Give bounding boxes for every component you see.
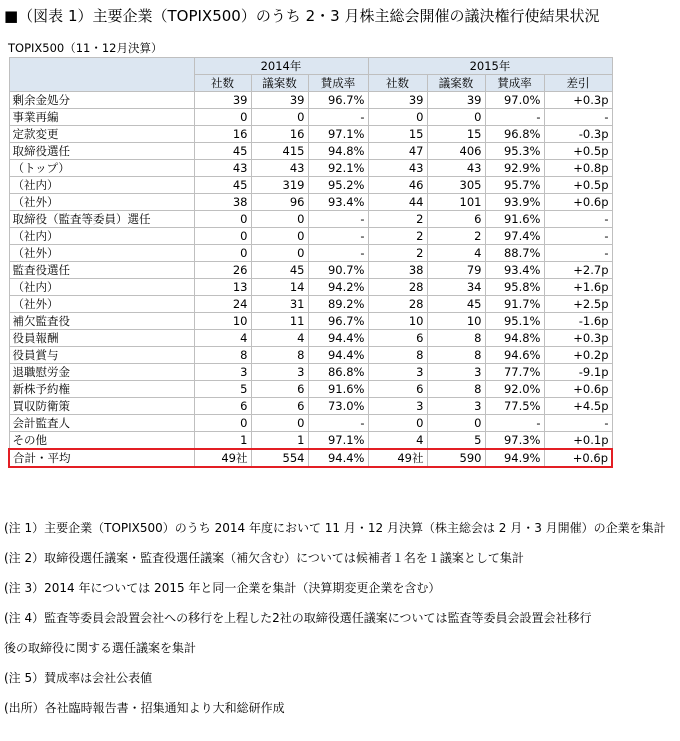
table-cell: 44: [368, 194, 427, 211]
table-row: [9, 415, 612, 432]
table-cell: 0: [368, 109, 427, 126]
table-cell: +2.5p: [544, 296, 612, 313]
table-cell: 95.1%: [485, 313, 544, 330]
table-cell: 34: [427, 279, 485, 296]
table-cell: 8: [194, 347, 251, 364]
table-cell: 5: [427, 432, 485, 450]
table-cell: 92.1%: [308, 160, 368, 177]
table-cell: -: [544, 109, 612, 126]
table-cell: 45: [427, 296, 485, 313]
table-cell: 101: [427, 194, 485, 211]
table-cell: -: [544, 415, 612, 432]
table-cell: 97.3%: [485, 432, 544, 450]
table-cell: 28: [368, 279, 427, 296]
table-row: [9, 279, 612, 296]
row-label: 買収防衛策: [9, 398, 194, 415]
table-cell: 94.8%: [308, 143, 368, 160]
table-cell: 16: [194, 126, 251, 143]
col-header: 差引: [544, 75, 612, 92]
table-cell: 5: [194, 381, 251, 398]
row-label: 監査役選任: [9, 262, 194, 279]
table-cell: 43: [251, 160, 308, 177]
table-cell: 0: [251, 211, 308, 228]
note-3: (注 3）2014 年については 2015 年と同一企業を集計（決算期変更企業を含む）: [4, 581, 441, 595]
table-cell: -: [544, 211, 612, 228]
table-cell: 4: [427, 245, 485, 262]
table-cell: 46: [368, 177, 427, 194]
table-cell: 11: [251, 313, 308, 330]
row-label: 新株予約権: [9, 381, 194, 398]
table-cell: 2: [368, 228, 427, 245]
table-cell: 6: [194, 398, 251, 415]
table-cell: 39: [251, 92, 308, 109]
table-cell: 93.9%: [485, 194, 544, 211]
total-row: [9, 449, 612, 467]
table-cell: 39: [194, 92, 251, 109]
col-header: 議案数: [427, 75, 485, 92]
row-label: 事業再編: [9, 109, 194, 126]
table-cell: 97.1%: [308, 432, 368, 450]
table-row: [9, 398, 612, 415]
table-cell: 89.2%: [308, 296, 368, 313]
table-cell: 6: [251, 381, 308, 398]
row-label: 役員報酬: [9, 330, 194, 347]
table-cell: 2: [427, 228, 485, 245]
note-5: (注 5）賛成率は会社公表値: [4, 671, 153, 685]
table-cell: 3: [194, 364, 251, 381]
table-cell: +0.6p: [544, 381, 612, 398]
table-cell: -: [308, 109, 368, 126]
table-cell: -: [308, 415, 368, 432]
table-cell: 0: [427, 109, 485, 126]
table-cell: 1: [251, 432, 308, 450]
table-cell: +0.6p: [544, 449, 612, 467]
row-label: 合計・平均: [9, 449, 194, 467]
table-cell: 94.4%: [308, 347, 368, 364]
table-cell: 14: [251, 279, 308, 296]
table-cell: 95.8%: [485, 279, 544, 296]
table-cell: 6: [368, 381, 427, 398]
table-cell: 415: [251, 143, 308, 160]
table-cell: 43: [427, 160, 485, 177]
table-cell: +0.8p: [544, 160, 612, 177]
row-label: （社内）: [9, 228, 194, 245]
table-cell: 0: [194, 415, 251, 432]
table-cell: 3: [427, 364, 485, 381]
table-cell: 96.8%: [485, 126, 544, 143]
table-row: [9, 330, 612, 347]
table-cell: 91.7%: [485, 296, 544, 313]
table-cell: 94.2%: [308, 279, 368, 296]
table-cell: -9.1p: [544, 364, 612, 381]
table-row: [9, 296, 612, 313]
row-label: 定款変更: [9, 126, 194, 143]
note-4: (注 4）監査等委員会設置会社への移行を上程した2社の取締役選任議案については監査等委員会設置会社移行: [4, 611, 592, 625]
col-header: 社数: [194, 75, 251, 92]
table-cell: 0: [251, 415, 308, 432]
table-cell: 77.5%: [485, 398, 544, 415]
table-row: [9, 364, 612, 381]
note-2: (注 2）取締役選任議案・監査役選任議案（補欠含む）については候補者１名を１議案として集計: [4, 551, 524, 565]
row-label: 取締役（監査等委員）選任: [9, 211, 194, 228]
table-cell: +1.6p: [544, 279, 612, 296]
table-cell: -0.3p: [544, 126, 612, 143]
table-cell: 8: [427, 330, 485, 347]
row-label: （社内）: [9, 279, 194, 296]
table-row: [9, 313, 612, 330]
row-label: 会計監査人: [9, 415, 194, 432]
table-cell: 3: [368, 398, 427, 415]
col-header: 賛成率: [485, 75, 544, 92]
table-cell: 305: [427, 177, 485, 194]
table-cell: 49社: [368, 449, 427, 467]
table-cell: 8: [427, 347, 485, 364]
table-cell: 94.6%: [485, 347, 544, 364]
row-label: （トップ）: [9, 160, 194, 177]
table-row: [9, 143, 612, 160]
table-cell: 96: [251, 194, 308, 211]
table-row: [9, 177, 612, 194]
table-cell: 97.4%: [485, 228, 544, 245]
table-cell: -: [308, 245, 368, 262]
table-cell: -1.6p: [544, 313, 612, 330]
col-header: 社数: [368, 75, 427, 92]
note-4-continued: 後の取締役に関する選任議案を集計: [4, 641, 197, 655]
table-cell: 92.0%: [485, 381, 544, 398]
table-cell: 43: [194, 160, 251, 177]
table-cell: 79: [427, 262, 485, 279]
col-header: 議案数: [251, 75, 308, 92]
notes: [4, 513, 678, 723]
table-cell: 47: [368, 143, 427, 160]
table-cell: 95.3%: [485, 143, 544, 160]
table-cell: 94.4%: [308, 330, 368, 347]
table-cell: 39: [427, 92, 485, 109]
table-cell: 97.1%: [308, 126, 368, 143]
table-cell: +4.5p: [544, 398, 612, 415]
row-label: （社内）: [9, 177, 194, 194]
table-row: [9, 194, 612, 211]
table-row: [9, 228, 612, 245]
table-cell: +0.3p: [544, 92, 612, 109]
table-cell: 8: [251, 347, 308, 364]
table-cell: 86.8%: [308, 364, 368, 381]
table-cell: 77.7%: [485, 364, 544, 381]
table-cell: -: [544, 245, 612, 262]
table-cell: 73.0%: [308, 398, 368, 415]
table-cell: 91.6%: [485, 211, 544, 228]
row-label: 役員賞与: [9, 347, 194, 364]
table-cell: 45: [194, 143, 251, 160]
table-cell: 4: [368, 432, 427, 450]
table-row: [9, 92, 612, 109]
table-cell: 0: [368, 415, 427, 432]
table-cell: 554: [251, 449, 308, 467]
table-cell: 6: [427, 211, 485, 228]
table-cell: 0: [194, 245, 251, 262]
header-blank: [9, 58, 194, 92]
table-cell: 90.7%: [308, 262, 368, 279]
table-cell: 94.9%: [485, 449, 544, 467]
table-cell: +2.7p: [544, 262, 612, 279]
table-cell: 91.6%: [308, 381, 368, 398]
table-cell: 3: [251, 364, 308, 381]
year-header-2015: 2015年: [368, 58, 612, 75]
table-cell: 26: [194, 262, 251, 279]
table-row: [9, 432, 612, 450]
table-row: [9, 245, 612, 262]
table-cell: 1: [194, 432, 251, 450]
col-header: 賛成率: [308, 75, 368, 92]
table-cell: +0.1p: [544, 432, 612, 450]
table-cell: 97.0%: [485, 92, 544, 109]
table-cell: 0: [194, 211, 251, 228]
table-row: [9, 126, 612, 143]
table-cell: 0: [194, 228, 251, 245]
table-cell: 16: [251, 126, 308, 143]
table-cell: 15: [427, 126, 485, 143]
table-cell: 13: [194, 279, 251, 296]
table-cell: -: [485, 415, 544, 432]
table-cell: 95.2%: [308, 177, 368, 194]
table-cell: 45: [251, 262, 308, 279]
table-cell: 38: [194, 194, 251, 211]
table-cell: 10: [194, 313, 251, 330]
table-cell: 96.7%: [308, 313, 368, 330]
table-cell: +0.6p: [544, 194, 612, 211]
row-label: （社外）: [9, 245, 194, 262]
table-cell: 95.7%: [485, 177, 544, 194]
table-cell: 92.9%: [485, 160, 544, 177]
note-1: (注 1）主要企業（TOPIX500）のうち 2014 年度において 11 月・12 月決算（株主総会は 2 月・3 月開催）の企業を集計: [4, 521, 666, 535]
table-cell: 4: [194, 330, 251, 347]
table-cell: 15: [368, 126, 427, 143]
table-row: [9, 211, 612, 228]
table-cell: 28: [368, 296, 427, 313]
table-cell: 88.7%: [485, 245, 544, 262]
table-cell: 94.4%: [308, 449, 368, 467]
table-cell: 0: [194, 109, 251, 126]
table-cell: 0: [427, 415, 485, 432]
table-cell: 6: [251, 398, 308, 415]
table-cell: 10: [427, 313, 485, 330]
table-cell: 24: [194, 296, 251, 313]
table-cell: +0.5p: [544, 177, 612, 194]
table-cell: 319: [251, 177, 308, 194]
row-label: 退職慰労金: [9, 364, 194, 381]
table-row: [9, 262, 612, 279]
table-cell: 96.7%: [308, 92, 368, 109]
table-cell: 31: [251, 296, 308, 313]
table-row: [9, 347, 612, 364]
table-cell: 38: [368, 262, 427, 279]
table-cell: 3: [427, 398, 485, 415]
table-row: [9, 109, 612, 126]
vote-results-table: [8, 57, 613, 468]
table-cell: 49社: [194, 449, 251, 467]
table-subtitle: TOPIX500（11・12月決算）: [8, 41, 163, 55]
source-note: (出所）各社臨時報告書・招集通知より大和総研作成: [4, 701, 285, 715]
table-cell: 6: [368, 330, 427, 347]
table-cell: 0: [251, 109, 308, 126]
table-row: [9, 381, 612, 398]
table-cell: 2: [368, 211, 427, 228]
table-cell: 406: [427, 143, 485, 160]
table-cell: -: [485, 109, 544, 126]
row-label: （社外）: [9, 296, 194, 313]
row-label: 取締役選任: [9, 143, 194, 160]
table-cell: +0.2p: [544, 347, 612, 364]
table-cell: 39: [368, 92, 427, 109]
table-row: [9, 160, 612, 177]
table-cell: 2: [368, 245, 427, 262]
table-cell: 0: [251, 245, 308, 262]
row-label: 補欠監査役: [9, 313, 194, 330]
table-cell: +0.3p: [544, 330, 612, 347]
table-cell: 45: [194, 177, 251, 194]
table-cell: 590: [427, 449, 485, 467]
table-cell: 0: [251, 228, 308, 245]
table-cell: 8: [368, 347, 427, 364]
table-cell: 10: [368, 313, 427, 330]
table-cell: 8: [427, 381, 485, 398]
table-cell: 4: [251, 330, 308, 347]
row-label: 剰余金処分: [9, 92, 194, 109]
table-cell: 3: [368, 364, 427, 381]
table-cell: -: [308, 228, 368, 245]
table-cell: 94.8%: [485, 330, 544, 347]
table-cell: -: [544, 228, 612, 245]
table-cell: +0.5p: [544, 143, 612, 160]
year-header-2014: 2014年: [194, 58, 368, 75]
table-cell: 93.4%: [308, 194, 368, 211]
table-body: [9, 92, 612, 468]
table-cell: -: [308, 211, 368, 228]
table-cell: 43: [368, 160, 427, 177]
table-cell: 93.4%: [485, 262, 544, 279]
row-label: その他: [9, 432, 194, 450]
page-title: ■（図表 1）主要企業（TOPIX500）のうち 2・3 月株主総会開催の議決権行使結果状況: [4, 7, 600, 25]
row-label: （社外）: [9, 194, 194, 211]
